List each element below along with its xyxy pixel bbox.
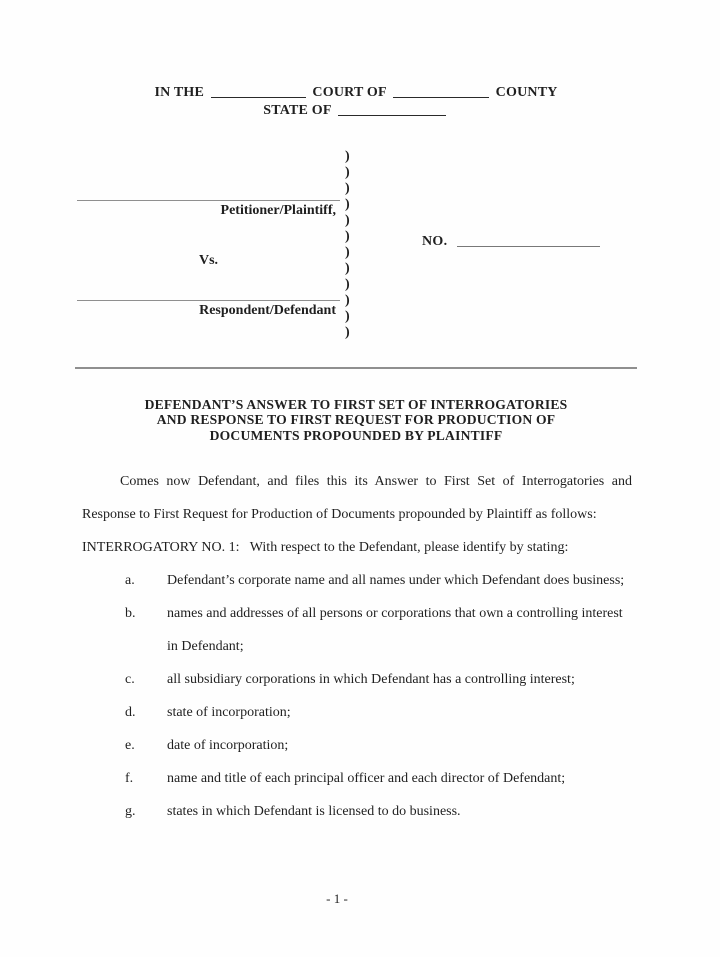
list-item-text: Defendant’s corporate name and all names under which Defendant does business;: [167, 573, 625, 588]
interrogatory-item-list: [82, 564, 632, 828]
document-body: [82, 465, 632, 828]
vs-label: Vs.: [198, 253, 219, 268]
case-number-label: NO.: [422, 234, 448, 249]
list-item-text: state of incorporation;: [167, 705, 291, 720]
list-item-a: [82, 564, 632, 597]
opening-paragraph: Comes now Defendant, and files this its Answer to First Set of Interrogatories and Response to First Request for Production of Documents propounded by Plaintiff as follows:: [82, 474, 632, 522]
list-item-text: name and title of each principal officer and each director of Defendant;: [167, 771, 566, 786]
caption-paren: ): [345, 277, 350, 292]
list-item-text: states in which Defendant is licensed to do business.: [167, 804, 461, 819]
document-title-line1: DEFENDANT’S ANSWER TO FIRST SET OF INTERROGATORIES: [144, 397, 568, 412]
caption-paren: ): [345, 149, 350, 164]
caption-paren: ): [345, 181, 350, 196]
list-item-f: [82, 762, 632, 795]
list-item-e: [82, 729, 632, 762]
court-header-line2: [75, 102, 637, 120]
interrogatory-1-text: With respect to the Defendant, please identify by stating:: [249, 540, 569, 555]
list-item-letter: c.: [125, 672, 135, 687]
list-item-c: [82, 663, 632, 696]
caption-paren: ): [345, 245, 350, 260]
in-the-label: IN THE: [154, 85, 205, 100]
document-title-line2: AND RESPONSE TO FIRST REQUEST FOR PRODUCTION OF: [156, 412, 556, 428]
petitioner-label: Petitioner/Plaintiff,: [220, 203, 336, 218]
list-item-letter: d.: [125, 705, 136, 720]
caption-paren: ): [345, 165, 350, 180]
list-item-letter: e.: [125, 738, 135, 753]
caption-paren: ): [345, 229, 350, 244]
caption-paren: ): [345, 213, 350, 228]
list-item-letter: f.: [125, 771, 134, 786]
state-of-label: STATE OF: [263, 103, 332, 118]
list-item-text: date of incorporation;: [167, 738, 289, 753]
document-title-line3: DOCUMENTS PROPOUNDED BY PLAINTIFF: [209, 427, 503, 443]
list-item-b: [82, 597, 632, 663]
list-item-text: names and addresses of all persons or corporations that own a controlling interest in Defendant;: [167, 606, 623, 654]
interrogatory-1-label: INTERROGATORY NO. 1:: [82, 540, 240, 555]
court-of-label: COURT OF: [312, 85, 387, 100]
court-header-line1: [75, 84, 637, 102]
caption-paren: ): [345, 325, 350, 340]
respondent-name-blank: [77, 269, 340, 301]
caption-paren: ): [345, 261, 350, 276]
respondent-label: Respondent/Defendant: [199, 303, 336, 318]
list-item-letter: b.: [125, 606, 136, 621]
court-name-blank: [211, 92, 306, 98]
parties-column: [77, 148, 340, 319]
list-item-text: all subsidiary corporations in which Defendant has a controlling interest;: [167, 672, 575, 687]
caption-divider-rule: [75, 367, 637, 369]
page-number: - 1 -: [326, 891, 348, 906]
list-item-letter: g.: [125, 804, 136, 819]
caption-paren: ): [345, 197, 350, 212]
caption-paren: ): [345, 293, 350, 308]
interrogatory-1-heading: [82, 531, 632, 564]
list-item-g: [82, 795, 632, 828]
state-name-blank: [338, 110, 446, 116]
caption-paren: ): [345, 309, 350, 324]
document-title: [75, 397, 637, 443]
county-label: COUNTY: [495, 85, 558, 100]
case-caption: [77, 148, 622, 340]
case-number-blank: [457, 241, 600, 247]
list-item-d: [82, 696, 632, 729]
case-number: [422, 234, 603, 250]
county-name-blank: [393, 92, 489, 98]
court-header: [75, 84, 637, 120]
list-item-letter: a.: [125, 573, 135, 588]
petitioner-name-blank: [77, 148, 340, 201]
caption-paren-column: [345, 149, 350, 341]
